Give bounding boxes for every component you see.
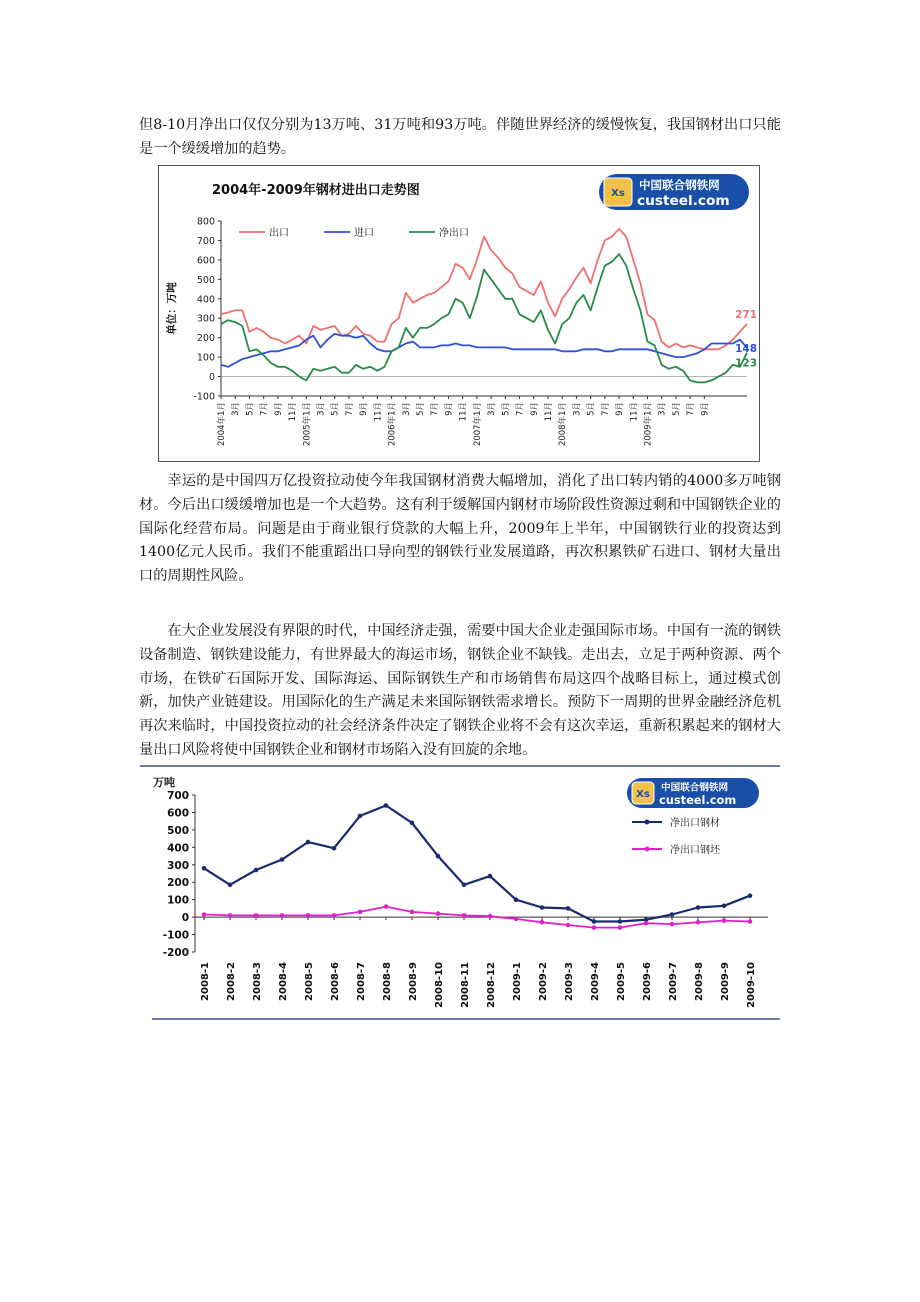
chart1-x-tick-label: 11月 — [458, 402, 469, 422]
paragraph-3: 在大企业发展没有界限的时代，中国经济走强，需要中国大企业走强国际市场。中国有一流的钢铁设备制造、钢铁建设能力，有世界最大的海运市场，钢铁企业不缺钱。走出去，立足于两种资源、两个市场，在铁矿石国际开发、国际海运、国际钢铁生产和市场销售布局这四个战略目标上，通过模式创新，加快产业链建设。用国际化的生产满足未来国际钢铁需求增长。预防下一周期的世界金融经济危机再次来临时，中国投资拉动的社会经济条件决定了钢铁企业将不会有这次幸运，重新积累起来的钢材大量出口风险将使中国钢铁企业和钢材市场陷入没有回旋的余地。 — [139, 623, 781, 758]
chart2-series-1-point — [722, 918, 727, 923]
chart1-y-tick-label: 700 — [196, 235, 215, 247]
chart2-series-1-point — [228, 913, 233, 918]
chart1-x-tick-label: 11月 — [288, 402, 299, 422]
chart2-logo — [627, 778, 759, 808]
chart1-x-tick-label: 5月 — [586, 402, 597, 416]
chart2-series-1-point — [358, 910, 363, 915]
chart2-y-tick-label: 200 — [167, 877, 189, 890]
chart1-y-tick-label: 500 — [196, 274, 215, 286]
chart2-x-tick-label: 2008-4 — [278, 962, 289, 1001]
chart1-y-tick-label: 800 — [196, 216, 215, 228]
chart2-x-tick-label: 2008-7 — [356, 962, 367, 1001]
chart2-series-1-point — [488, 914, 493, 919]
chart2-series-1-point — [592, 925, 597, 930]
net-export-chart-svg — [140, 762, 780, 1024]
chart1-series-2-line — [221, 254, 747, 382]
chart1-x-tick-label: 9月 — [359, 402, 370, 416]
paragraph-2: 幸运的是中国四万亿投资拉动使今年我国钢材消费大幅增加，消化了出口转内销的4000多万吨钢材。今后出口缓缓增加也是一个大趋势。这有利于缓解国内钢材市场阶段性资源过剩和中国钢铁企业的国际化经营布局。问题是由于商业银行贷款的大幅上升，2009年上半年，中国钢铁行业的投资达到1400亿元人民币。我们不能重蹈出口导向型的钢铁行业发展道路，再次积累铁矿石进口、钢材大量出口的周期性风险。 — [139, 473, 781, 585]
chart1-logo-cn: 中国联合钢铁网 — [639, 178, 720, 193]
chart2-x-tick-label: 2008-6 — [330, 962, 341, 1001]
chart2-logo-en: custeel.com — [659, 792, 737, 807]
chart2-series-0-point — [306, 840, 311, 845]
chart1-y-tick-label: 200 — [196, 333, 215, 345]
chart1-x-tick-label: 2007年1月 — [472, 402, 483, 447]
chart2-series-1-point — [566, 923, 571, 928]
chart1-x-tick-label: 5月 — [501, 402, 512, 416]
chart2-y-tick-label: 100 — [167, 894, 189, 907]
chart2-series-1-point — [618, 925, 623, 930]
chart2-series-1-point — [514, 917, 519, 922]
trade-trend-chart — [158, 165, 760, 462]
chart2-x-tick-label: 2008-11 — [460, 962, 471, 1008]
chart1-x-tick-label: 7月 — [344, 402, 355, 416]
chart2-y-tick-label: -200 — [162, 947, 189, 959]
chart2-series-1-point — [254, 913, 259, 918]
chart2-series-0-point — [514, 897, 519, 902]
chart2-x-tick-label: 2008-3 — [252, 962, 263, 1001]
chart2-x-tick-label: 2008-5 — [304, 962, 315, 1001]
chart1-x-tick-label: 3月 — [316, 402, 327, 416]
chart2-series-1-point — [332, 913, 337, 918]
chart1-series-0-line — [221, 229, 747, 349]
chart2-series-1-point — [696, 920, 701, 925]
chart2-y-tick-label: 300 — [167, 859, 189, 872]
chart2-series-0-point — [488, 874, 493, 879]
chart2-x-tick-label: 2009-9 — [720, 962, 731, 1001]
chart1-x-tick-label: 11月 — [629, 402, 640, 422]
chart2-x-tick-label: 2008-8 — [382, 962, 393, 1001]
chart1-y-tick-label: 100 — [196, 352, 215, 364]
chart2-series-0-point — [228, 883, 233, 888]
chart2-series-1-point — [202, 912, 207, 917]
chart2-x-tick-label: 2009-3 — [564, 962, 575, 1001]
chart2-y-tick-label: 600 — [167, 807, 189, 820]
chart2-series-0-point — [540, 905, 545, 910]
chart1-legend-label: 净出口 — [439, 228, 469, 239]
chart2-x-tick-label: 2009-1 — [512, 962, 523, 1001]
chart1-x-tick-label: 3月 — [572, 402, 583, 416]
chart1-x-tick-label: 7月 — [259, 402, 270, 416]
chart2-series-0-point — [566, 906, 571, 911]
chart1-x-tick-label: 7月 — [600, 402, 611, 416]
chart1-x-tick-label: 3月 — [487, 402, 498, 416]
chart1-x-tick-label: 5月 — [671, 402, 682, 416]
chart2-series-1-point — [540, 920, 545, 925]
chart2-legend-label: 净出口钢材 — [670, 818, 720, 829]
chart2-x-tick-label: 2008-9 — [408, 962, 419, 1001]
chart2-series-1-point — [436, 911, 441, 916]
chart2-x-tick-label: 2009-5 — [616, 962, 627, 1001]
chart2-unit-label: 万吨 — [153, 776, 175, 789]
chart2-series-0-point — [462, 883, 467, 888]
chart1-title: 2004年-2009年钢材进出口走势图 — [212, 183, 420, 198]
chart2-y-tick-label: 0 — [181, 912, 189, 925]
chart1-x-tick-label: 5月 — [245, 402, 256, 416]
chart2-logo-mark-text: Xs — [636, 789, 650, 800]
chart1-x-tick-label: 2005年1月 — [302, 402, 313, 447]
chart2-series-1-point — [644, 921, 649, 926]
chart2-series-0-point — [410, 821, 415, 826]
chart1-y-tick-label: 0 — [208, 372, 215, 384]
chart2-y-tick-label: -100 — [162, 929, 189, 942]
chart2-y-tick-label: 700 — [167, 790, 189, 802]
net-export-chart — [140, 762, 780, 1024]
chart2-series-0-point — [254, 868, 259, 873]
chart2-series-0-point — [384, 803, 389, 808]
chart1-y-tick-label: 300 — [196, 313, 215, 325]
chart2-series-1-point — [280, 913, 285, 918]
chart2-legend-marker — [645, 847, 650, 852]
chart1-series-1-line — [221, 334, 747, 367]
chart2-series-0-point — [202, 866, 207, 871]
chart1-y-tick-label: -100 — [193, 391, 215, 403]
chart2-series-0-point — [436, 854, 441, 859]
chart1-x-tick-label: 3月 — [401, 402, 412, 416]
chart1-logo — [599, 174, 749, 210]
chart1-x-tick-label: 2006年1月 — [387, 402, 398, 447]
chart1-y-label: 单位：万吨 — [166, 282, 178, 335]
chart2-series-0-point — [592, 919, 597, 924]
chart2-series-1-point — [748, 919, 753, 924]
chart1-end-label: 123 — [735, 357, 757, 370]
chart2-series-0-point — [696, 905, 701, 910]
chart1-logo-mark-text: Xs — [611, 188, 625, 199]
paragraph-1: 但8-10月净出口仅仅分别为13万吨、31万吨和93万吨。伴随世界经济的缓慢恢复，我国钢材出口只能是一个缓缓增加的趋势。 — [139, 117, 781, 157]
chart2-x-tick-label: 2009-6 — [642, 962, 653, 1001]
chart1-x-tick-label: 3月 — [657, 402, 668, 416]
chart1-x-tick-label: 9月 — [444, 402, 455, 416]
chart2-y-tick-label: 400 — [167, 842, 189, 855]
chart1-end-label: 271 — [735, 308, 757, 321]
chart2-series-0-point — [748, 893, 753, 898]
chart2-series-1-point — [410, 910, 415, 915]
chart1-x-tick-label: 7月 — [515, 402, 526, 416]
chart2-logo-cn: 中国联合钢铁网 — [661, 782, 729, 794]
chart1-logo-en: custeel.com — [637, 192, 730, 209]
trade-trend-chart-svg — [159, 166, 761, 463]
chart2-x-tick-label: 2008-1 — [200, 962, 211, 1001]
chart2-series-0-point — [280, 857, 285, 862]
chart2-legend-marker — [645, 820, 650, 825]
chart2-x-tick-label: 2009-10 — [746, 962, 757, 1008]
chart1-end-label: 148 — [735, 342, 757, 355]
chart1-x-tick-label: 7月 — [430, 402, 441, 416]
chart2-series-1-point — [306, 913, 311, 918]
chart1-x-tick-label: 7月 — [686, 402, 697, 416]
chart2-x-tick-label: 2008-10 — [434, 962, 445, 1008]
chart2-series-1-point — [384, 904, 389, 909]
chart2-x-tick-label: 2008-12 — [486, 962, 497, 1008]
chart2-y-tick-label: 500 — [167, 824, 189, 837]
chart2-series-0-line — [204, 806, 750, 922]
chart1-x-tick-label: 2009年1月 — [643, 402, 654, 447]
chart2-x-tick-label: 2009-4 — [590, 962, 601, 1001]
chart1-x-tick-label: 11月 — [543, 402, 554, 422]
chart1-x-tick-label: 5月 — [330, 402, 341, 416]
chart1-x-tick-label: 9月 — [615, 402, 626, 416]
chart1-x-tick-label: 3月 — [231, 402, 242, 416]
chart2-series-0-point — [358, 814, 363, 819]
chart1-y-tick-label: 400 — [196, 294, 215, 306]
chart2-legend-label: 净出口钢坯 — [670, 845, 720, 856]
chart2-x-tick-label: 2008-2 — [226, 962, 237, 1001]
chart2-series-0-point — [332, 846, 337, 851]
chart1-x-tick-label: 11月 — [373, 402, 384, 422]
chart1-x-tick-label: 9月 — [529, 402, 540, 416]
chart2-series-1-point — [462, 913, 467, 918]
chart1-x-tick-label: 5月 — [416, 402, 427, 416]
chart1-y-tick-label: 600 — [196, 255, 215, 267]
chart1-x-tick-label: 2008年1月 — [558, 402, 569, 447]
chart2-series-0-point — [670, 912, 675, 917]
chart1-x-tick-label: 9月 — [273, 402, 284, 416]
chart1-legend-label: 进口 — [354, 228, 374, 239]
chart1-x-tick-label: 9月 — [700, 402, 711, 416]
chart1-legend-label: 出口 — [269, 228, 289, 239]
chart2-x-tick-label: 2009-2 — [538, 962, 549, 1001]
chart1-x-tick-label: 2004年1月 — [217, 402, 227, 447]
chart2-x-tick-label: 2009-7 — [668, 962, 679, 1001]
chart2-x-tick-label: 2009-8 — [694, 962, 705, 1001]
chart2-series-0-point — [618, 919, 623, 924]
chart2-series-0-point — [722, 904, 727, 909]
chart2-series-1-point — [670, 922, 675, 927]
